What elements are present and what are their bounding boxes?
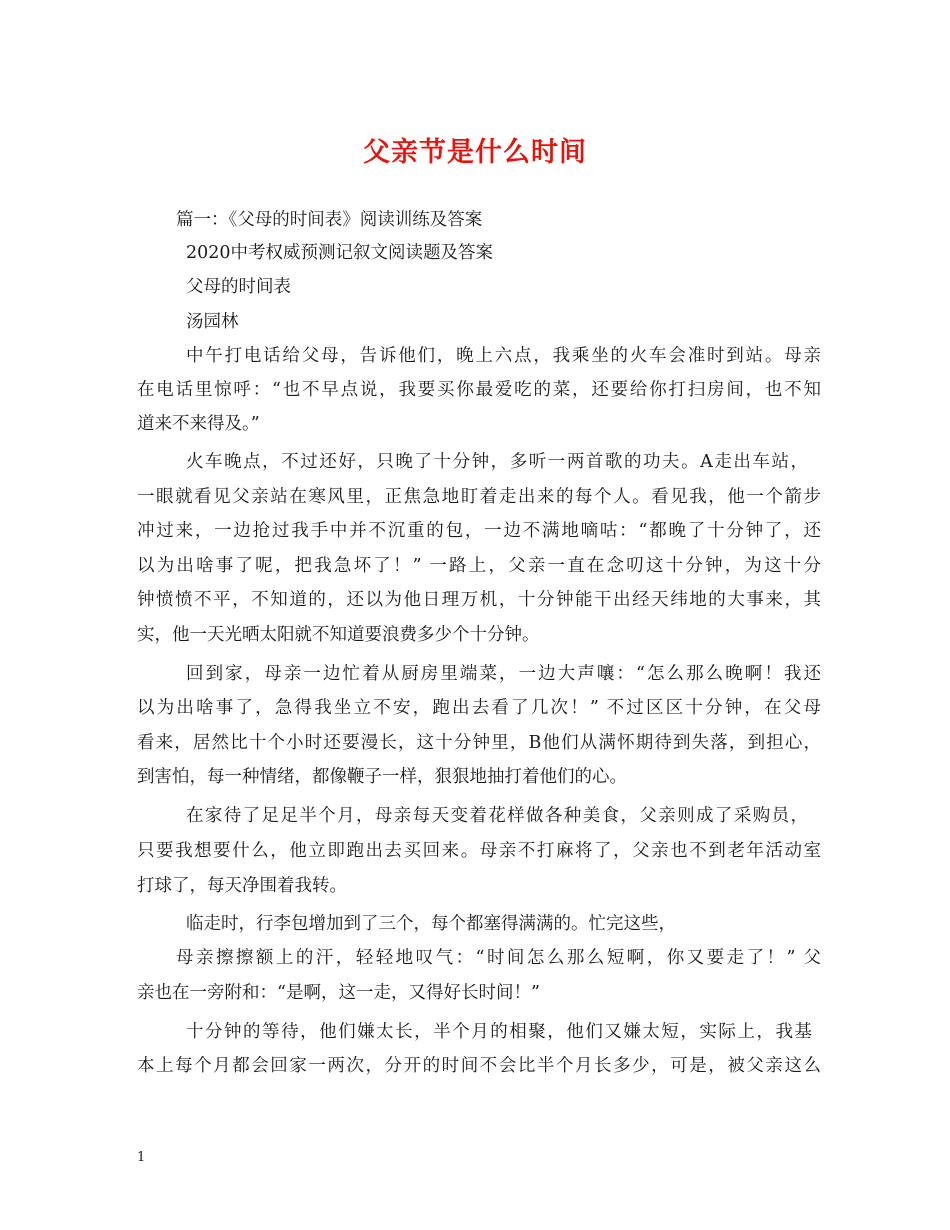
document-title: 父亲节是什么时间 [363, 137, 587, 168]
paragraph-line: 回到家，母亲一边忙着从厨房里端菜，一边大声嚷：“怎么那么晚啊！我还 [186, 664, 821, 684]
paragraph-line: 在家待了足足半个月，母亲每天变着花样做各种美食，父亲则成了采购员， [186, 806, 808, 826]
paragraph-line: 十分钟的等待，他们嫌太长，半个月的相聚，他们又嫌太短，实际上，我基 [186, 1022, 812, 1042]
paragraph-line: 临走时，行李包增加到了三个，每个都塞得满满的。忙完这些， [186, 914, 676, 934]
paragraph-line: 道来不来得及。” [137, 414, 260, 434]
paragraph-line: 母亲擦擦额上的汗，轻轻地叹气：“时间怎么那么短啊，你又要走了！” 父 [176, 948, 821, 968]
paragraph-line: 在电话里惊呼：“也不早点说，我要买你最爱吃的菜，还要给你打扫房间，也不知 [137, 380, 821, 400]
paragraph-line: 到害怕，每一种情绪，都像鞭子一样，狠狠地抽打着他们的心。 [137, 767, 627, 787]
paragraph-line: 看来，居然比十个小时还要漫长，这十分钟里，B他们从满怀期待到失落，到担心， [137, 733, 821, 753]
paragraph-line: 打球了，每天净围着我转。 [137, 876, 347, 896]
subheading: 2020中考权威预测记叙文阅读题及答案 [186, 243, 494, 263]
paragraph-line: 中午打电话给父母，告诉他们，晚上六点，我乘坐的火车会准时到站。母亲 [186, 346, 821, 366]
paragraph-line: 以为出啥事了呢，把我急坏了！” 一路上，父亲一直在念叨这十分钟，为这十分 [137, 556, 821, 576]
section-heading: 篇一：《父母的时间表》阅读训练及答案 [176, 210, 483, 230]
paragraph-line: 亲也在一旁附和：“是啊，这一走，又得好长时间！” [137, 983, 540, 1003]
paragraph-line: 只要我想要什么，他立即跑出去买回来。母亲不打麻将了，父亲也不到老年活动室 [137, 841, 821, 861]
article-author: 汤园林 [186, 312, 239, 332]
paragraph-line: 本上每个月都会回家一两次，分开的时间不会比半个月长多少，可是，被父亲这么 [137, 1056, 821, 1076]
paragraph-line: 火车晚点，不过还好，只晚了十分钟，多听一两首歌的功夫。A走出车站， [186, 452, 808, 472]
page-number: 1 [137, 1150, 146, 1165]
paragraph-line: 实，他一天光晒太阳就不知道要浪费多少个十分钟。 [137, 625, 540, 645]
paragraph-line: 一眼就看见父亲站在寒风里，正焦急地盯着走出来的每个人。看见我，他一个箭步 [137, 487, 821, 507]
paragraph-line: 钟愤愤不平，不知道的，还以为他日理万机，十分钟能干出经天纬地的大事来，其 [137, 590, 821, 610]
paragraph-line: 冲过来，一边抢过我手中并不沉重的包，一边不满地嘀咕：“都晚了十分钟了，还 [137, 521, 821, 541]
article-title: 父母的时间表 [186, 277, 291, 297]
paragraph-line: 以为出啥事了，急得我坐立不安，跑出去看了几次！” 不过区区十分钟，在父母 [137, 698, 821, 718]
